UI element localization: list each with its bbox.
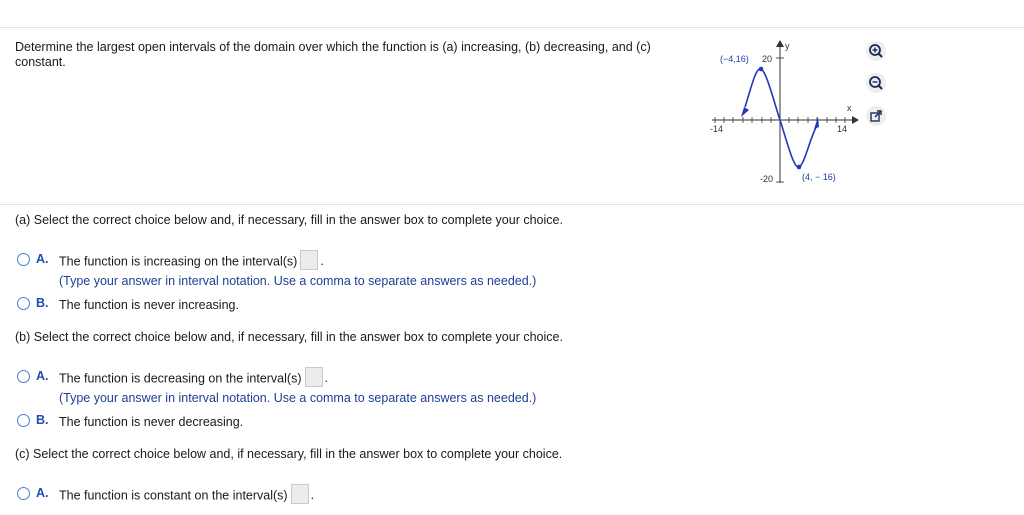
answer-box[interactable]: [291, 484, 309, 504]
x-axis-arrow: [852, 116, 859, 124]
answer-box[interactable]: [300, 250, 318, 270]
curve-right-arrow: [814, 117, 819, 129]
min-point-label: (4, − 16): [802, 172, 836, 182]
radio-button[interactable]: [17, 414, 30, 427]
choice-text-wrap: The function is decreasing on the interval(s) .: [59, 371, 328, 387]
choice-hint: (Type your answer in interval notation. Use a comma to separate answers as needed.): [59, 274, 537, 288]
choice-letter: A.: [36, 369, 49, 383]
radio-button[interactable]: [17, 297, 30, 310]
answer-box[interactable]: [305, 367, 323, 387]
choice-text: The function is increasing on the interval(s): [59, 254, 298, 269]
x-max-label: 14: [837, 124, 848, 134]
choice-letter: B.: [36, 296, 49, 310]
y-min-label: -20: [760, 174, 774, 184]
y-axis-label: y: [785, 41, 790, 51]
zoom-in-icon[interactable]: [865, 40, 887, 62]
section-divider: [0, 204, 1024, 205]
choice-text: The function is never decreasing.: [59, 415, 244, 429]
popout-icon[interactable]: [865, 105, 887, 127]
x-axis-label: x: [847, 103, 852, 113]
zoom-out-icon[interactable]: [865, 72, 887, 94]
radio-button[interactable]: [17, 253, 30, 266]
choice-letter: A.: [36, 486, 49, 500]
choice-text-wrap: The function is increasing on the interval(s) .: [59, 254, 324, 270]
choice-text: The function is constant on the interval(s): [59, 488, 288, 503]
choice-hint: (Type your answer in interval notation. Use a comma to separate answers as needed.): [59, 391, 537, 405]
part-b-instruction: (b) Select the correct choice below and, if necessary, fill in the answer box to complete your choice.: [15, 330, 563, 344]
question-prompt: Determine the largest open intervals of the domain over which the function is (a) increasing, (b) decreasing, and (c) constant.: [15, 40, 651, 69]
part-c-instruction: (c) Select the correct choice below and, if necessary, fill in the answer box to complete your choice.: [15, 447, 563, 461]
part-a-instruction: (a) Select the correct choice below and, if necessary, fill in the answer box to complete your choice.: [15, 213, 563, 227]
radio-button[interactable]: [17, 487, 30, 500]
min-point: [797, 165, 802, 170]
choice-text: The function is decreasing on the interval(s): [59, 371, 302, 386]
radio-button[interactable]: [17, 370, 30, 383]
top-bar: [0, 0, 1024, 28]
function-graph: [700, 35, 860, 198]
y-axis-arrow: [776, 40, 784, 47]
choice-text: The function is never increasing.: [59, 298, 239, 312]
curve-left-arrow: [741, 107, 749, 117]
y-max-label: 20: [762, 54, 773, 64]
choice-letter: A.: [36, 252, 49, 266]
choice-text-wrap: The function is constant on the interval(s) .: [59, 488, 314, 504]
max-point: [759, 67, 764, 72]
x-min-label: -14: [710, 124, 724, 134]
max-point-label: (−4,16): [720, 54, 749, 64]
choice-letter: B.: [36, 413, 49, 427]
